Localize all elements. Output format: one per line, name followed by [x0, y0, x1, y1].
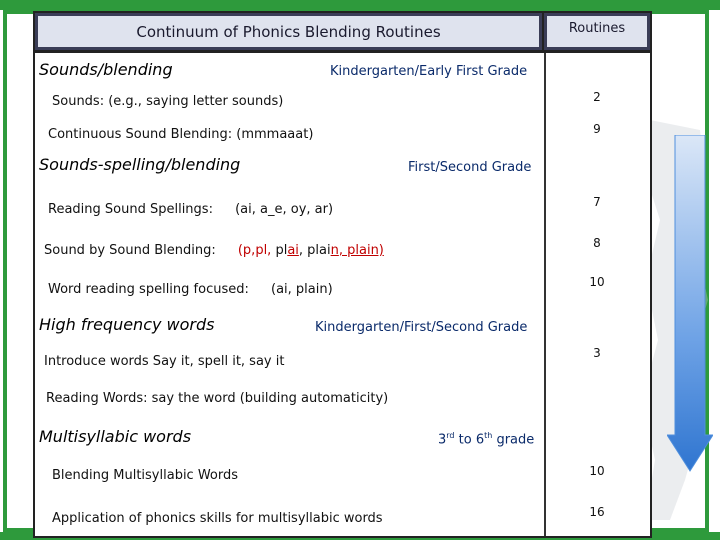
example-part: , plain)	[338, 243, 384, 258]
row-label: Reading Sound Spellings:	[48, 202, 213, 217]
grade-label-first-second: First/Second Grade	[408, 160, 532, 175]
grade-label-3rd-6th	[438, 431, 534, 447]
page-title: Continuum of Phonics Blending Routines	[136, 22, 441, 41]
section-heading-sounds-blending: Sounds/blending	[39, 60, 173, 79]
example-part-highlight: ai	[287, 243, 299, 258]
section-heading-sound-spelling-blending: Sounds-spelling/blending	[39, 155, 241, 174]
routine-count-word-reading: 10	[589, 275, 605, 289]
row-example: (ai, plain)	[271, 282, 333, 297]
row-word-reading-spelling	[48, 282, 333, 297]
routine-count-sound-spellings: 7	[593, 195, 601, 209]
row-sound-by-sound-blending	[44, 243, 384, 258]
grade-sup: rd	[446, 431, 455, 440]
row-label: Sound by Sound Blending:	[44, 243, 216, 258]
row-application-multisyllabic: Application of phonics skills for multisyllabic words	[52, 511, 383, 526]
example-part: (p,pl,	[237, 243, 272, 258]
grade-sup: th	[484, 431, 493, 440]
column-divider	[544, 53, 546, 536]
routine-count-introduce-words: 3	[593, 346, 601, 360]
row-example: (ai, a_e, oy, ar)	[235, 202, 334, 217]
routine-count-sound-by-sound: 8	[593, 236, 601, 250]
grade-part: 3	[438, 432, 447, 448]
row-introduce-words: Introduce words Say it, spell it, say it	[44, 354, 285, 369]
row-continuous-sound-blending: Continuous Sound Blending: (mmmaaat)	[48, 127, 314, 142]
row-label: Word reading spelling focused:	[48, 282, 249, 297]
top-border	[0, 0, 720, 10]
section-heading-high-frequency-words: High frequency words	[39, 315, 215, 334]
grade-part: grade	[492, 432, 535, 448]
row-reading-words: Reading Words: say the word (building automaticity)	[46, 391, 389, 406]
row-sounds: Sounds: (e.g., saying letter sounds)	[52, 94, 284, 109]
header-divider	[35, 50, 650, 53]
row-blending-multisyllabic: Blending Multisyllabic Words	[52, 468, 239, 483]
example-part: , plai	[298, 243, 331, 258]
down-arrow-icon	[667, 135, 713, 473]
title-header	[35, 13, 544, 50]
routine-count-continuous: 9	[593, 122, 601, 136]
row-example	[238, 243, 384, 258]
routine-count-blending-multisyllabic: 10	[589, 464, 605, 478]
routines-header-label: Routines	[568, 21, 626, 36]
grade-part: to 6	[454, 432, 485, 448]
routines-table	[33, 11, 652, 538]
routine-count-sounds: 2	[593, 90, 601, 104]
routine-count-application: 16	[589, 505, 605, 519]
grade-label-k-early-first: Kindergarten/Early First Grade	[330, 64, 528, 79]
row-reading-sound-spellings	[48, 202, 333, 217]
grade-label-k-first-second: Kindergarten/First/Second Grade	[315, 320, 528, 335]
routines-header	[544, 13, 650, 50]
section-heading-multisyllabic-words: Multisyllabic words	[39, 427, 192, 446]
example-part-highlight: n	[330, 243, 339, 258]
example-part: pl	[271, 243, 288, 258]
